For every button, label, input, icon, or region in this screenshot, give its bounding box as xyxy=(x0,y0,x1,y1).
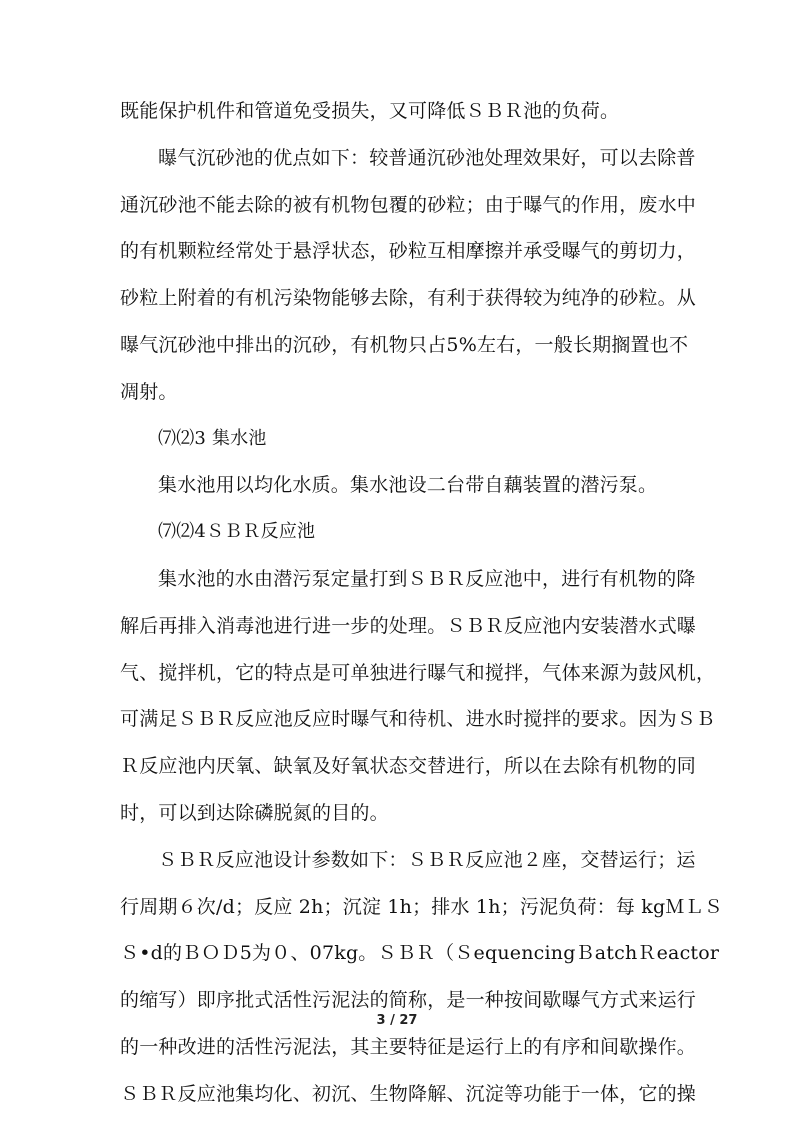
section-heading: ⑺⑵4ＳＢＲ反应池 xyxy=(158,521,316,543)
text-line: 的一种改进的活性污泥法，其主要特征是运行上的有序和间歇操作。 xyxy=(120,1035,697,1058)
body-text xyxy=(120,88,723,1118)
text-line: 的缩写）即序批式活性污泥法的简称，是一种按间歇曝气方式来运行 xyxy=(120,989,697,1012)
text-line: 通沉砂池不能去除的被有机物包覆的砂粒；由于曝气的作用，废水中 xyxy=(120,193,697,216)
text-line: 行周期６次/d；反应 2h；沉淀 1h；排水 1h；污泥负荷：每 kgＭＬＳ xyxy=(120,895,723,918)
text-line: Ｒ反应池内厌氧、缺氧及好氧状态交替进行，所以在去除有机物的同 xyxy=(120,755,697,778)
text-line: 时，可以到达除磷脱氮的目的。 xyxy=(120,801,389,824)
page-number: 3 / 27 xyxy=(376,1013,418,1028)
text-line: 可满足ＳＢＲ反应池反应时曝气和待机、进水时搅拌的要求。因为ＳＢ xyxy=(120,708,716,731)
text-line: ＳＢＲ反应池集均化、初沉、生物降解、沉淀等功能于一体，它的操 xyxy=(120,1082,697,1105)
text-line: 气、搅拌机，它的特点是可单独进行曝气和搅拌，气体来源为鼓风机， xyxy=(120,661,716,684)
text-line: ＳＢＲ反应池设计参数如下：ＳＢＲ反应池２座，交替运行；运 xyxy=(158,848,696,871)
text-line: 集水池的水由潜污泵定量打到ＳＢＲ反应池中，进行有机物的降 xyxy=(158,567,696,590)
text-line: 曝气沉砂池的优点如下：较普通沉砂池处理效果好，可以去除普 xyxy=(158,146,696,169)
text-line: 曝气沉砂池中排出的沉砂，有机物只占5%左右，一般长期搁置也不 xyxy=(120,333,689,356)
section-heading: ⑺⑵3 集水池 xyxy=(158,427,267,449)
text-line: 凋射。 xyxy=(120,380,178,403)
text-line: 既能保护机件和管道免受损失，又可降低ＳＢＲ池的负荷。 xyxy=(120,100,620,122)
text-line: 解后再排入消毒池进行进一步的处理。ＳＢＲ反应池内安装潜水式曝 xyxy=(120,614,697,637)
text-line: 砂粒上附着的有机污染物能够去除，有利于获得较为纯净的砂粒。从 xyxy=(120,287,697,310)
text-line: 的有机颗粒经常处于悬浮状态，砂粒互相摩擦并承受曝气的剪切力， xyxy=(120,240,697,263)
text-line: 集水池用以均化水质。集水池设二台带自藕装置的潜污泵。 xyxy=(158,474,658,497)
text-line: Ｓ•d的ＢＯＤ5为０、07kg。ＳＢＲ（ＳequencingＢatchＲeactor xyxy=(120,942,720,965)
